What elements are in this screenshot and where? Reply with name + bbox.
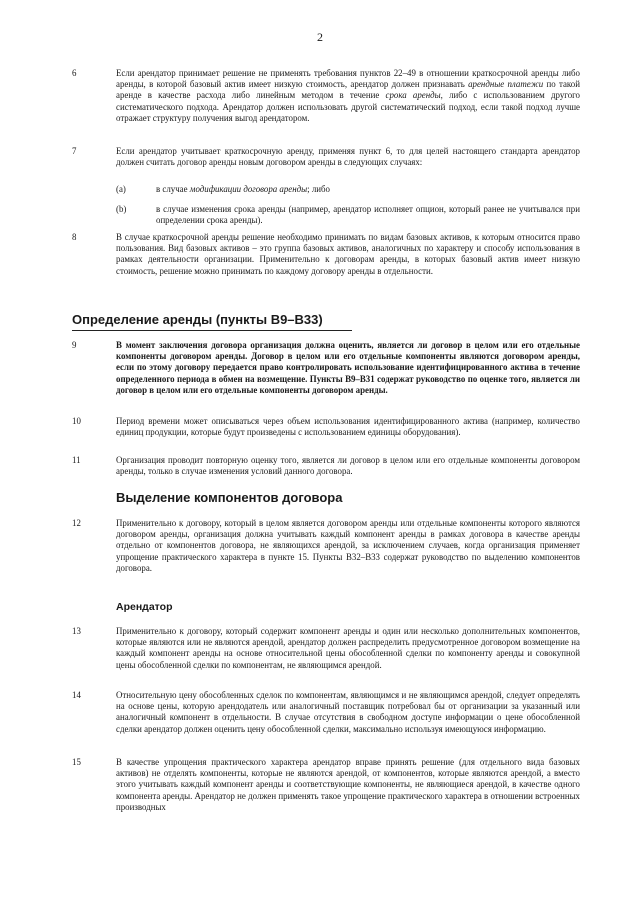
paragraph-7-item-a [116, 184, 580, 195]
section-heading: Определение аренды (пункты B9–B33) [72, 312, 352, 331]
paragraph-number: 9 [72, 340, 77, 350]
item-text: в случае модификации договора аренды; либо [156, 184, 330, 194]
paragraph-text: Если арендатор учитывает краткосрочную аренду, применяя пункт 6, то для целей настоящего стандарта арендатор должен считать договор аренды новым договором аренды в следующих случаях: [116, 146, 580, 168]
paragraph-text: Организация проводит повторную оценку того, является ли договор в целом или его отдельные компоненты договором аренды, только в случае изменения условий данного договора. [116, 455, 580, 477]
paragraph-number: 12 [72, 518, 81, 528]
paragraph-7-item-b [116, 204, 580, 226]
paragraph-7 [60, 146, 580, 168]
paragraph-10 [60, 416, 580, 438]
paragraph-14 [60, 690, 580, 735]
defined-term: срока аренды [385, 90, 441, 101]
paragraph-11 [60, 455, 580, 477]
paragraph-9 [60, 340, 580, 396]
paragraph-number: 15 [72, 757, 81, 767]
subsection-heading: Выделение компонентов договора [116, 490, 343, 505]
item-text: в случае изменения срока аренды (например, арендатор исполняет опцион, который ранее не учитывался при определении срока аренды). [156, 204, 580, 226]
paragraph-number: 13 [72, 626, 81, 636]
defined-term: арендные платежи [468, 79, 544, 90]
paragraph-number: 8 [72, 232, 77, 242]
page-number: 2 [317, 30, 323, 44]
paragraph-15 [60, 757, 580, 813]
defined-term: модификации договора аренды [189, 184, 308, 194]
paragraph-text: В момент заключения договора организация должна оценить, является ли договор в целом или его отдельные компоненты договором аренды. Договор в целом или его отдельные компоненты являются договором аренды, если по этому договору передается право контролировать использование идентифицированного актива в течение определенного периода в обмен на возмещение. Пункты B9–B31 содержат руководство по оценке того, является ли договор в целом или его отдельные компоненты договором аренды. [116, 340, 580, 395]
paragraph-text: В качестве упрощения практического характера арендатор вправе принять решение (для отдельного вида базовых активов) не отделять компоненты, которые не являются арендой, от компонентов, которые являются арендой, а вместо этого учитывать каждый компонент аренды и соответствующие компоненты, не являющиеся арендой, в качестве одного компонента аренды. Арендатор не должен применять такое упрощение практического характера в отношении встроенных производных [116, 757, 580, 812]
item-label: (b) [116, 204, 127, 214]
paragraph-text: Применительно к договору, который в целом является договором аренды или отдельные компоненты которого являются договором аренды, организация должна учитывать каждый компонент аренды в рамках договора в качестве аренды отдельно от компонентов договора, не являющихся арендой, за исключением случаев, когда организация применяет упрощение практического характера в пункте 15. Пункты B32–B33 содержат руководство по выделению компонентов договора. [116, 518, 580, 573]
paragraph-6 [60, 68, 580, 124]
item-label: (a) [116, 184, 126, 194]
minor-heading: Арендатор [116, 601, 173, 613]
paragraph-number: 10 [72, 416, 81, 426]
paragraph-12 [60, 518, 580, 574]
paragraph-13 [60, 626, 580, 671]
paragraph-text: В случае краткосрочной аренды решение необходимо принимать по видам базовых активов, к которым относится право пользования. Вид базовых активов – это группа базовых активов, аналогичных по характеру и способу использования в рамках деятельности организации. Применительно к договорам аренды, в которых базовый актив имеет низкую стоимость, решение можно принимать по каждому договору аренды в отдельности. [116, 232, 580, 276]
paragraph-number: 7 [72, 146, 77, 156]
paragraph-text: Относительную цену обособленных сделок по компонентам, являющимся и не являющимся арендой, следует определять на основе цены, которую арендодатель или аналогичный поставщик потребовал бы от организации за указанный или аналогичный компонент в отдельности. В случае отсутствия в свободном доступе информации о цене обособленной сделки арендатор должен оценить цену обособленной сделки, максимально используя имеющуюся информацию. [116, 690, 580, 734]
paragraph-text: Если арендатор принимает решение не применять требования пунктов 22–49 в отношении краткосрочной аренды либо аренды, в которой базовый актив имеет низкую стоимость, арендатор должен признавать арендные платежи по такой аренде в качестве расхода либо линейным методом в течение срока аренды, либо с использованием другого систематического подхода. Арендатор должен использовать другой систематический подход, если такой подход лучше отражает структуру получения выгод арендатором. [116, 68, 580, 123]
paragraph-number: 11 [72, 455, 81, 465]
paragraph-number: 6 [72, 68, 77, 78]
paragraph-text: Применительно к договору, который содержит компонент аренды и один или несколько дополнительных компонентов, которые являются или не являются арендой, арендатор должен распределить предусмотренное договором возмещение на каждый компонент аренды на основе относительной цены обособленной сделки по компоненту аренды и совокупной цены обособленной сделки по компонентам, не являющимся арендой. [116, 626, 580, 670]
paragraph-text: Период времени может описываться через объем использования идентифицированного актива (например, количество единиц продукции, которые будут произведены с использованием единицы оборудования). [116, 416, 580, 438]
paragraph-number: 14 [72, 690, 81, 700]
paragraph-8 [60, 232, 580, 277]
